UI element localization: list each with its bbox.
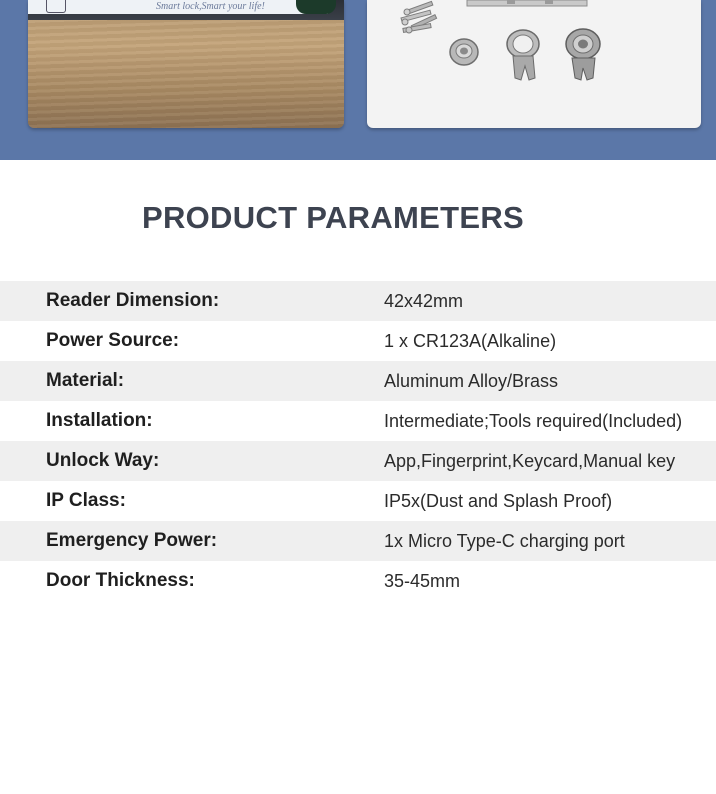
param-value: 35-45mm <box>384 571 461 591</box>
product-box-photo <box>28 0 344 128</box>
param-row <box>0 361 716 401</box>
wood-surface <box>28 20 344 128</box>
param-value: IP5x(Dust and Splash Proof) <box>384 491 613 511</box>
param-value: Intermediate;Tools required(Included) <box>384 411 683 431</box>
product-photo-banner <box>0 0 716 160</box>
box-accent <box>296 0 336 14</box>
param-row <box>0 561 716 601</box>
param-row <box>0 401 716 441</box>
param-label: IP Class: <box>46 490 126 511</box>
param-label: Unlock Way: <box>46 450 160 471</box>
box-tagline: Smart lock,Smart your life! <box>156 1 265 12</box>
ring-bracket-icon <box>507 30 539 80</box>
screws-icon <box>401 1 437 33</box>
parameters-table <box>0 281 716 601</box>
bracket-nut-icon <box>566 29 600 80</box>
param-row <box>0 481 716 521</box>
param-label: Reader Dimension: <box>46 290 220 311</box>
param-row <box>0 441 716 481</box>
param-value: 1x Micro Type-C charging port <box>384 531 625 551</box>
param-label: Emergency Power: <box>46 530 218 551</box>
round-nut-icon <box>450 39 478 65</box>
param-value: 42x42mm <box>384 291 464 311</box>
param-value: 1 x CR123A(Alkaline) <box>384 331 557 351</box>
param-label: Power Source: <box>46 330 180 351</box>
param-label: Material: <box>46 370 125 391</box>
param-value: Aluminum Alloy/Brass <box>384 371 559 391</box>
mounting-plate-icon <box>467 0 587 6</box>
param-row <box>0 521 716 561</box>
param-label: Door Thickness: <box>46 570 195 591</box>
box-logo-icon <box>46 0 66 13</box>
accessories-photo <box>367 0 701 128</box>
param-label: Installation: <box>46 410 153 431</box>
section-title: PRODUCT PARAMETERS <box>141 200 524 235</box>
param-row <box>0 321 716 361</box>
param-row <box>0 281 716 321</box>
param-value: App,Fingerprint,Keycard,Manual key <box>384 451 676 471</box>
